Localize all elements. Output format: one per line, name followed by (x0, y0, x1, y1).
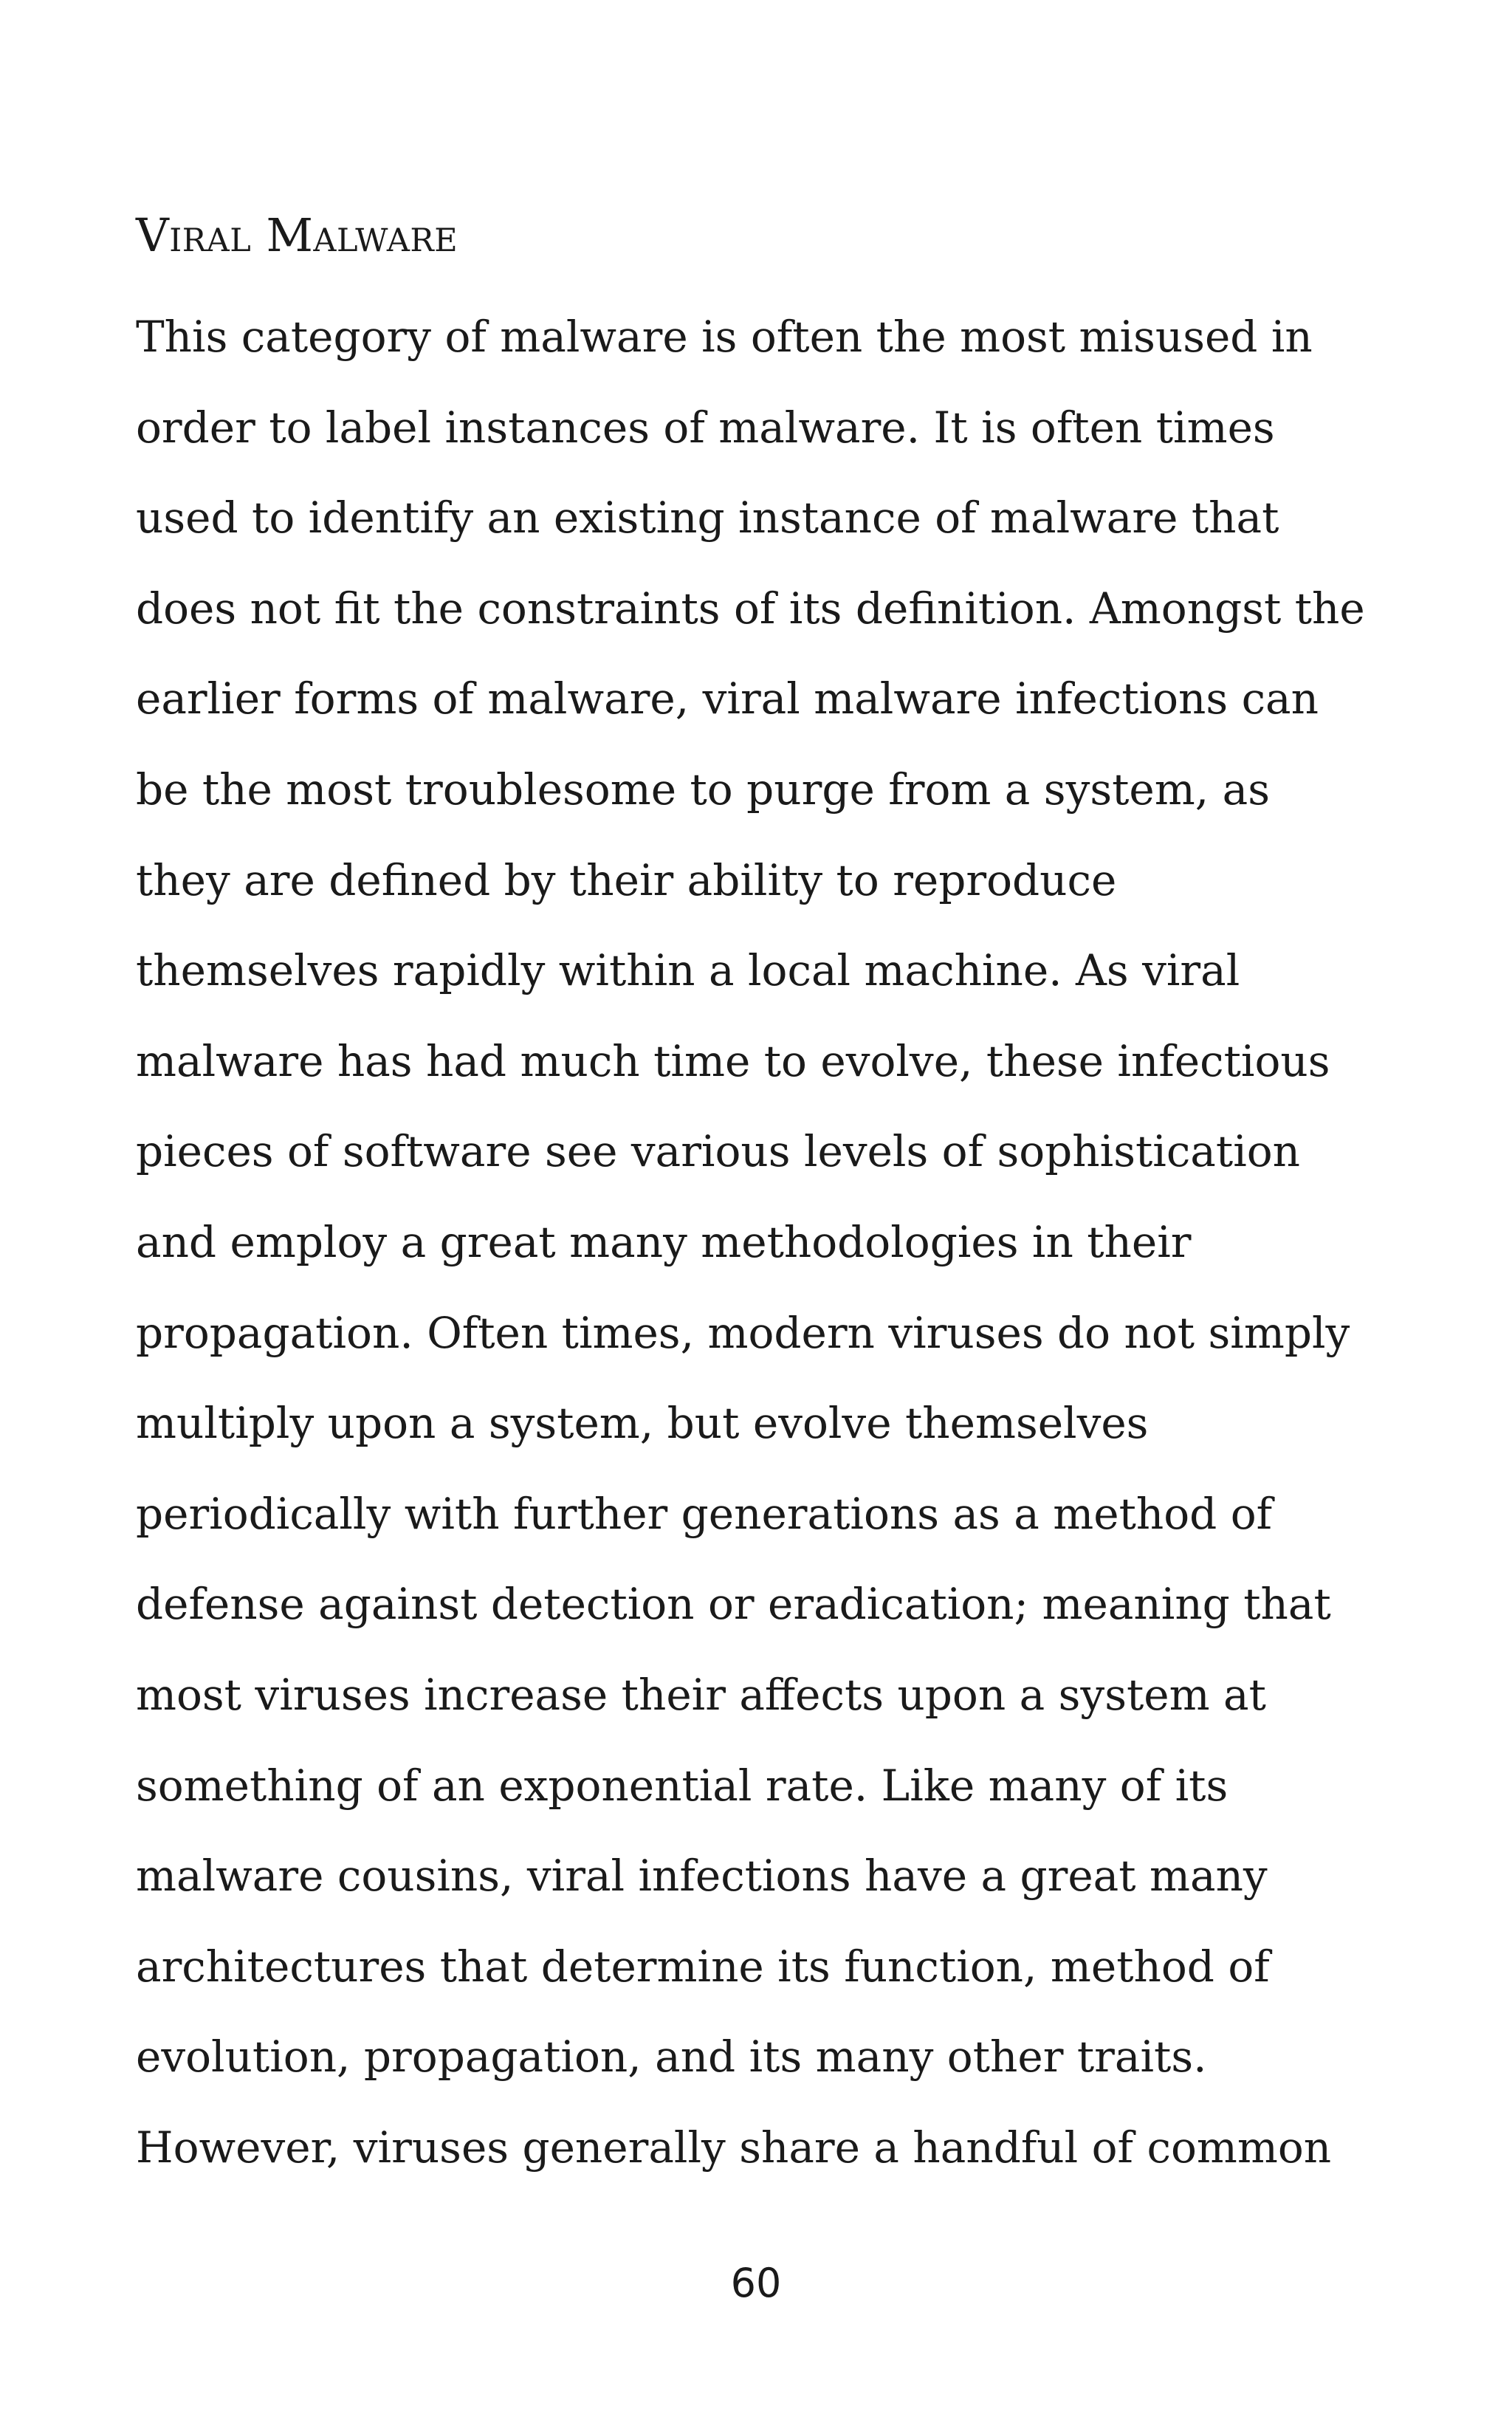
text-line: evolution, propagation, and its many other traits. (136, 2032, 1207, 2083)
section-heading: Viral Malware (136, 208, 458, 262)
text-line: propagation. Often times, modern viruses do not simply (136, 1307, 1350, 1358)
text-line: earlier forms of malware, viral malware infections can (136, 673, 1319, 724)
text-line: they are defined by their ability to reproduce (136, 854, 1117, 905)
text-line: order to label instances of malware. It is often times (136, 402, 1275, 453)
text-line: However, viruses generally share a handful of common (136, 2122, 1332, 2173)
text-line: malware cousins, viral infections have a great many (136, 1851, 1268, 1902)
text-line: periodically with further generations as a method of (136, 1488, 1273, 1539)
text-line: something of an exponential rate. Like many of its (136, 1760, 1228, 1811)
text-line: malware has had much time to evolve, these infectious (136, 1035, 1330, 1086)
text-line: and employ a great many methodologies in their (136, 1216, 1192, 1267)
text-line: pieces of software see various levels of sophistication (136, 1126, 1301, 1177)
page-number: 60 (730, 2260, 782, 2306)
text-line: architectures that determine its function, method of (136, 1941, 1270, 1992)
text-line: does not fit the constraints of its definition. Amongst the (136, 583, 1365, 634)
body-paragraph (136, 303, 1391, 2204)
text-line: be the most troublesome to purge from a system, as (136, 764, 1270, 815)
text-line: defense against detection or eradication; meaning that (136, 1579, 1331, 1630)
text-line: This category of malware is often the most misused in (136, 312, 1313, 362)
text-line: multiply upon a system, but evolve themselves (136, 1398, 1149, 1449)
text-line: themselves rapidly within a local machine. As viral (136, 945, 1240, 996)
text-line: most viruses increase their affects upon a system at (136, 1669, 1266, 1720)
text-line: used to identify an existing instance of malware that (136, 493, 1279, 544)
